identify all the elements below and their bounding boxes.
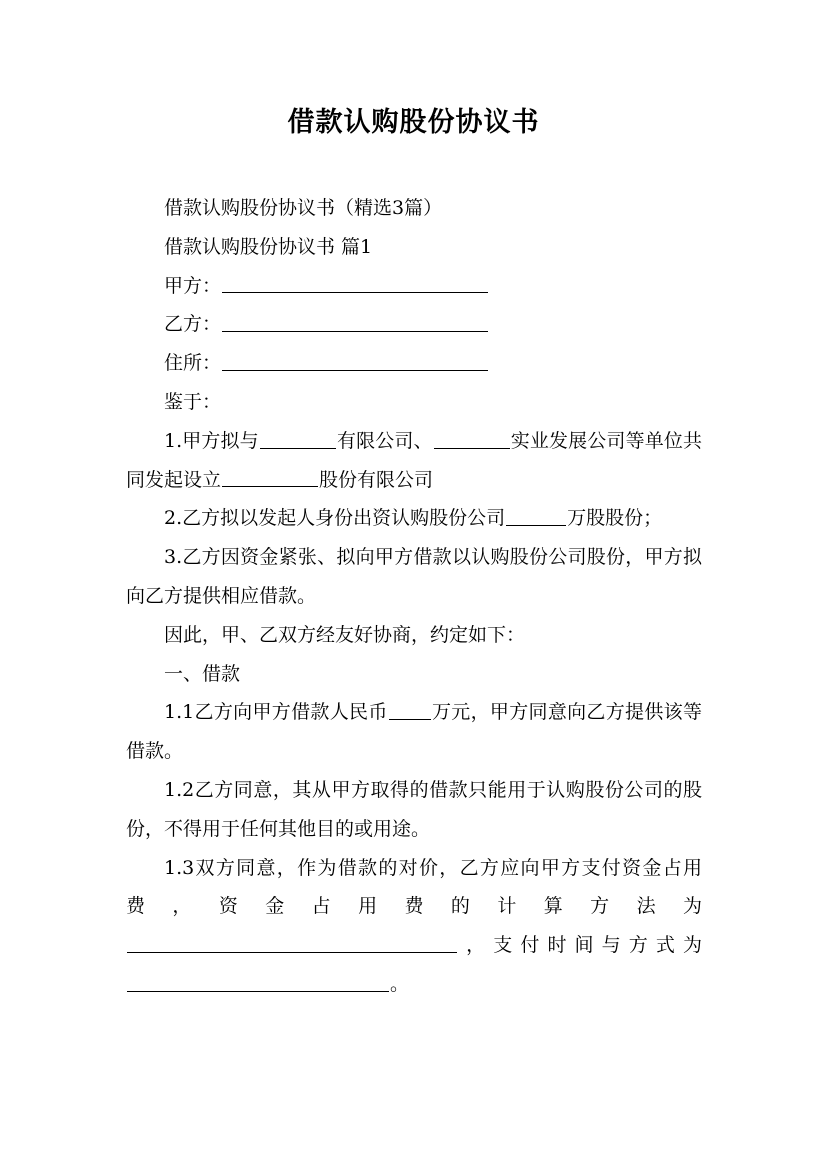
party-b-line: [126, 305, 702, 344]
whereas-item-3: 3.乙方因资金紧张、拟向甲方借款以认购股份公司股份，甲方拟向乙方提供相应借款。: [126, 546, 702, 607]
clause-1-3-text-b: ，支付时间与方式为: [458, 934, 702, 957]
address-line: [126, 344, 702, 383]
party-a-blank: [222, 273, 488, 293]
whereas-item-1: [126, 422, 702, 500]
document-title: 借款认购股份协议书: [287, 107, 540, 138]
clause-1-2: 1.2乙方同意，其从甲方取得的借款只能用于认购股份公司的股份，不得用于任何其他目的或用途。: [126, 778, 702, 840]
clause-1-3-text-c: 。: [390, 972, 410, 995]
address-label: 住所：: [164, 352, 222, 375]
whereas-1-blank-b: [434, 429, 510, 449]
section-1-heading: 一、借款: [164, 662, 241, 685]
whereas-1-blank-c: [222, 467, 318, 487]
clause-1-3-blank-a: [127, 933, 457, 953]
clause-1-3: [126, 849, 702, 1004]
whereas-1-text-b: 有限公司、: [336, 429, 433, 452]
article-heading: 借款认购股份协议书 篇1: [164, 235, 373, 258]
party-a-label: 甲方：: [164, 274, 222, 297]
document-body: [126, 189, 702, 1004]
clause-1-1: [126, 693, 702, 771]
whereas-2-blank: [506, 506, 566, 526]
clause-1-3-blank-b: [127, 972, 389, 992]
whereas-2-text-a: 2.乙方拟以发起人身份出资认购股份公司: [164, 507, 506, 530]
whereas-label: 鉴于：: [164, 390, 222, 413]
whereas-2-text-b: 万股股份；: [567, 507, 663, 530]
party-a-line: [126, 267, 702, 306]
address-blank: [222, 351, 488, 371]
party-b-blank: [222, 312, 488, 332]
party-b-label: 乙方：: [164, 313, 222, 336]
whereas-1-text-c: 实业发展公司等单位共同发起设立: [126, 429, 702, 491]
clause-1-1-text-a: 1.1乙方向甲方借款人民币: [164, 701, 388, 724]
subtitle: 借款认购股份协议书（精选3篇）: [164, 197, 443, 219]
whereas-1-text-a: 1.甲方拟与: [164, 429, 259, 452]
whereas-item-2: [126, 499, 702, 538]
whereas-1-blank-a: [260, 429, 336, 449]
whereas-1-text-d: 股份有限公司: [319, 468, 434, 491]
clause-1-3-text-a: 1.3双方同意，作为借款的对价，乙方应向甲方支付资金占用费，资金占用费的计算方法为: [126, 856, 702, 918]
agreement-intro: 因此，甲、乙双方经友好协商，约定如下：: [164, 623, 526, 646]
clause-1-1-text-b: 万元，甲方同意向乙方提供该等借款。: [126, 701, 702, 763]
clause-1-1-blank: [389, 700, 431, 720]
